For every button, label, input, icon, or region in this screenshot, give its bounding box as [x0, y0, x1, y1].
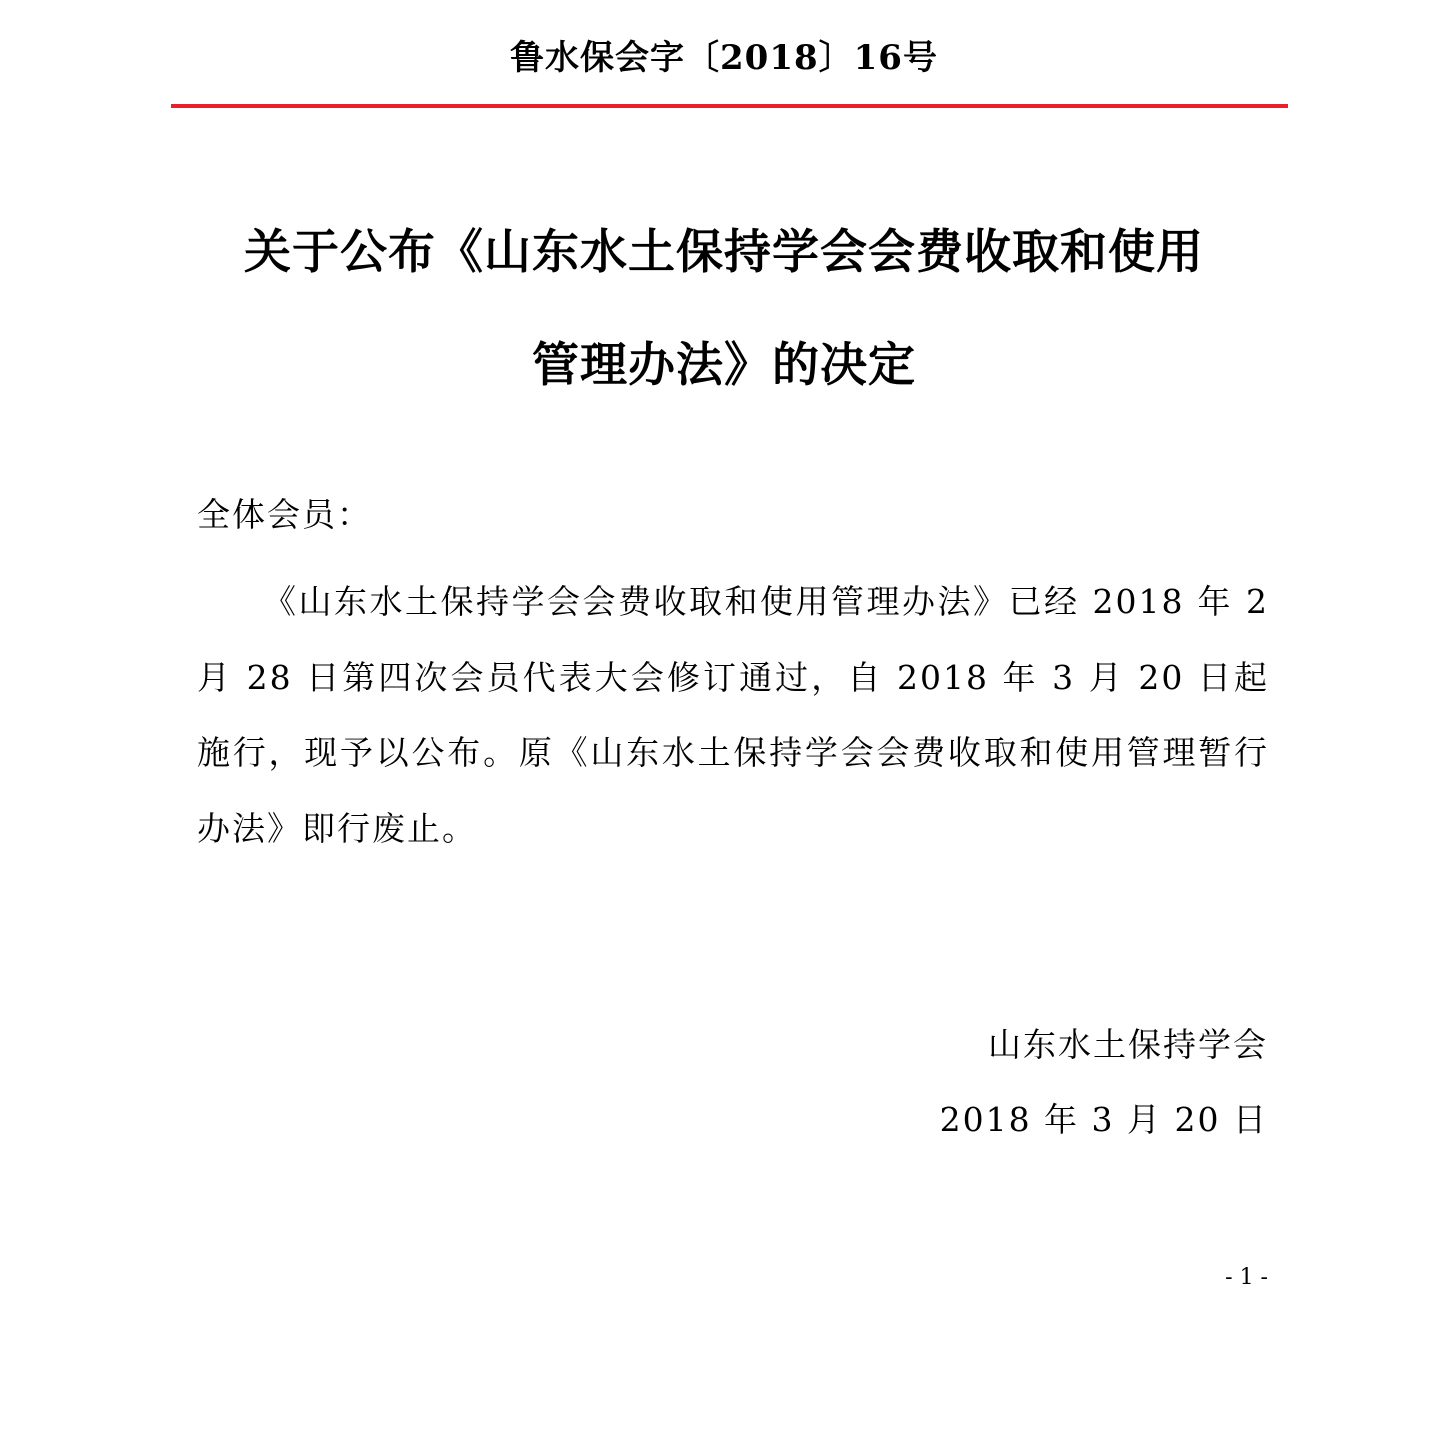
body-paragraph: 《山东水土保持学会会费收取和使用管理办法》已经 2018 年 2 月 28 日第四次会员代表大会修订通过，自 2018 年 3 月 20 日起施行，现予以公布。原《山东水土保持学会会费收取和使用管理暂行办法》即行废止。	[197, 582, 1269, 848]
red-header-rule	[171, 104, 1288, 108]
page-number: - 1 -	[1225, 1265, 1268, 1290]
title-line-1: 关于公布《山东水土保持学会会费收取和使用	[244, 225, 1204, 280]
document-number: 鲁水保会字〔2018〕16号	[510, 38, 938, 78]
signature-organization: 山东水土保持学会	[988, 1025, 1268, 1064]
title-line-2: 管理办法》的决定	[532, 338, 916, 393]
salutation: 全体会员：	[197, 495, 372, 534]
signature-date: 2018 年 3 月 20 日	[939, 1100, 1268, 1139]
document-title	[175, 196, 1273, 422]
